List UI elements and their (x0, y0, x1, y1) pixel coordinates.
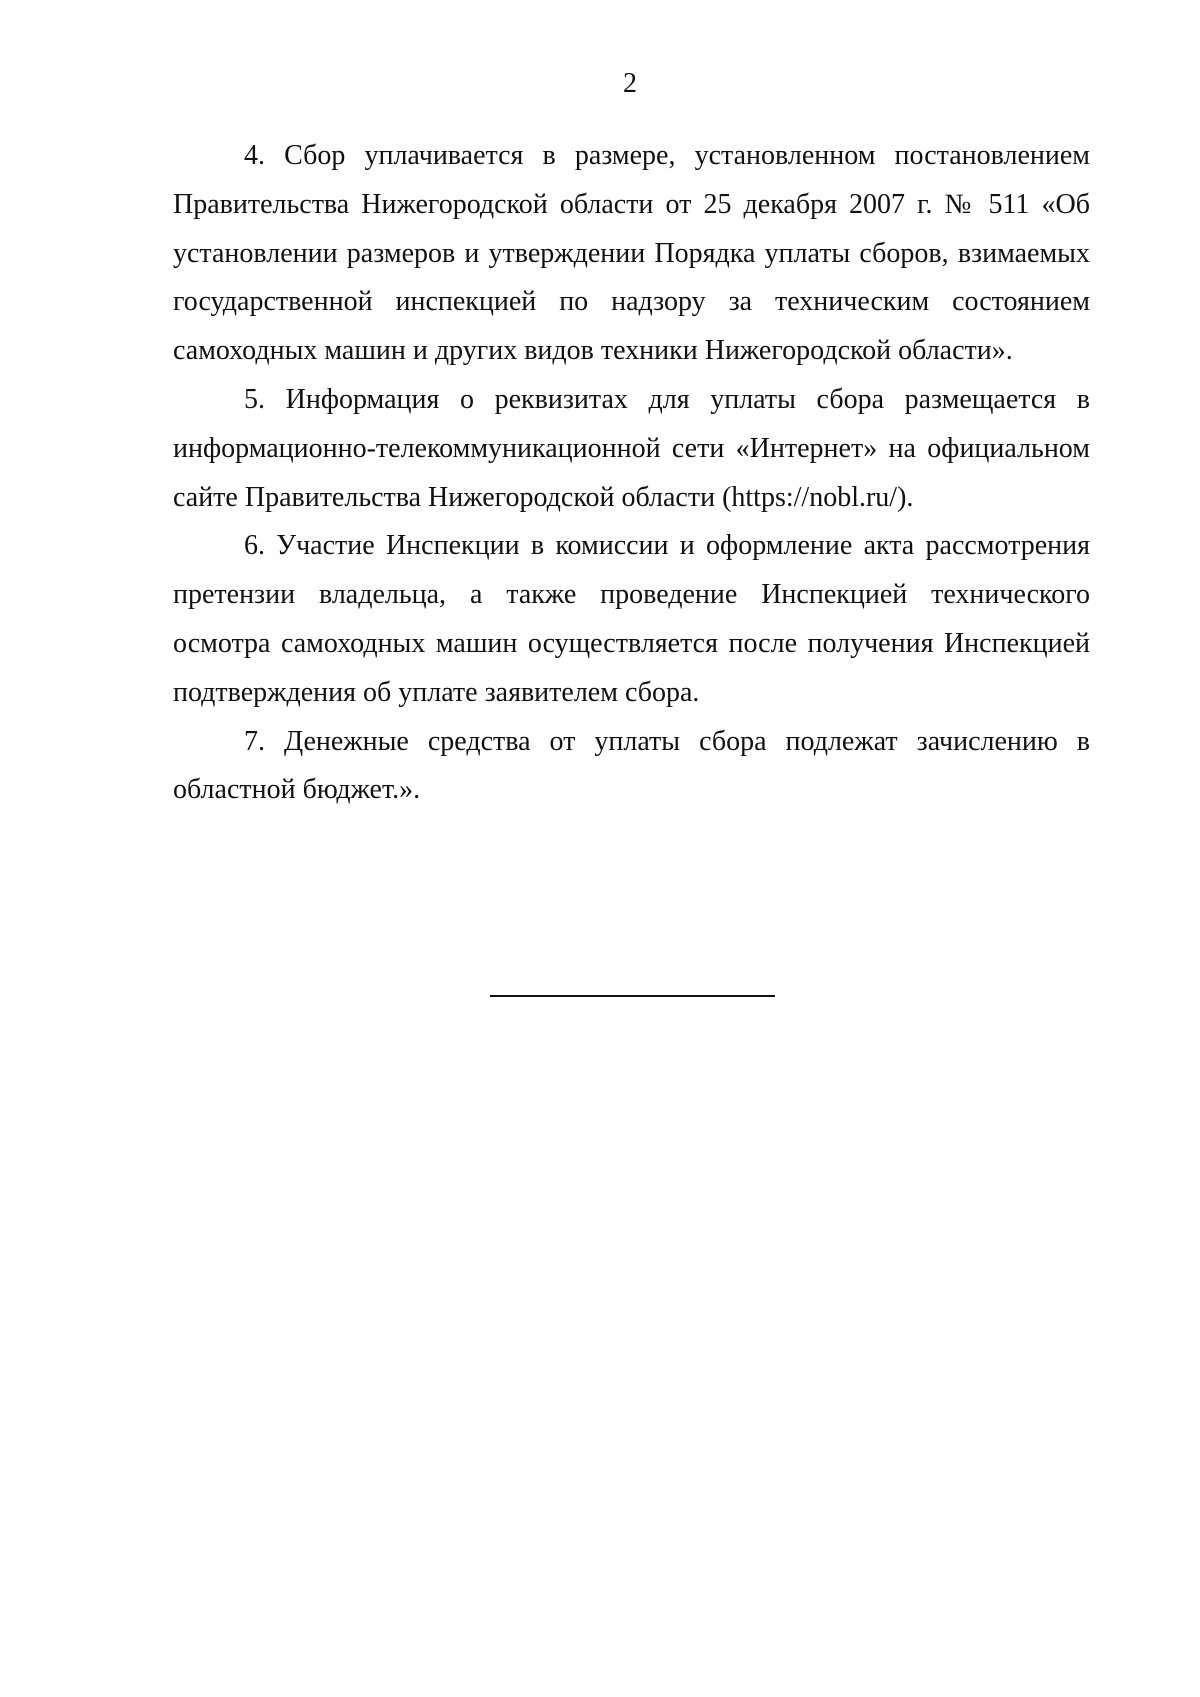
document-body (173, 132, 1090, 815)
paragraph-5-payment-details: 5. Информация о реквизитах для уплаты сбора размещается в информационно-телекоммуникационной сети «Интернет» на официальном сайте Правительства Нижегородской области (https://nobl.ru/). (173, 383, 1090, 513)
paragraph-7-budget-allocation: 7. Денежные средства от уплаты сбора подлежат зачислению в областной бюджет.». (173, 725, 1090, 806)
paragraph-4-fee-amount: 4. Сбор уплачивается в размере, установленном постановлением Правительства Нижегородской области от 25 декабря 2007 г. № 511 «Об установлении размеров и утверждении Порядка уплаты сборов, взимаемых государственной инспекцией по надзору за техническим состоянием самоходных машин и других видов техники Нижегородской области». (173, 140, 1090, 367)
end-divider-line (490, 995, 775, 997)
page-number: 2 (623, 68, 637, 99)
paragraph-6-inspection-participation: 6. Участие Инспекции в комиссии и оформление акта рассмотрения претензии владельца, а также проведение Инспекцией технического осмотра самоходных машин осуществляется после получения Инспекцией подтверждения об уплате заявителем сбора. (173, 530, 1090, 708)
